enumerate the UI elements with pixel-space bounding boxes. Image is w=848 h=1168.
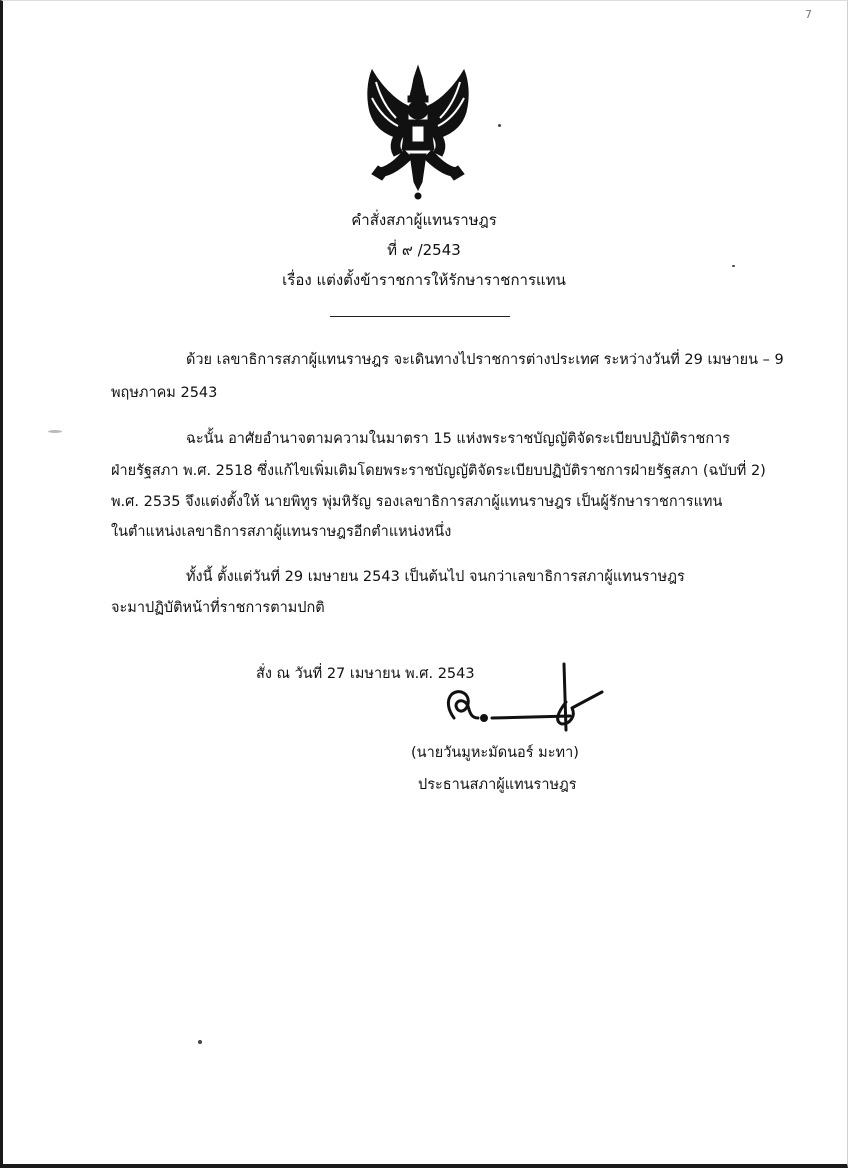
signer-title: ประธานสภาผู้แทนราษฎร	[418, 777, 577, 793]
para2-line3: พ.ศ. 2535 จึงแต่งตั้งให้ นายพิทูร พุ่มหิรัญ รองเลขาธิการสภาผู้แทนราษฎร เป็นผู้รักษาราชการแทน	[111, 494, 723, 510]
document-title: คำสั่งสภาผู้แทนราษฎร	[351, 211, 497, 229]
para3-line2: จะมาปฏิบัติหน้าที่ราชการตามปกติ	[111, 600, 325, 616]
scan-speck	[498, 124, 501, 127]
para3-line1: ทั้งนี้ ตั้งแต่วันที่ 29 เมษายน 2543 เป็นต้นไป จนกว่าเลขาธิการสภาผู้แทนราษฎร	[186, 569, 685, 585]
document-subject: เรื่อง แต่งตั้งข้าราชการให้รักษาราชการแทน	[282, 271, 566, 289]
para1-line1: ด้วย เลขาธิการสภาผู้แทนราษฎร จะเดินทางไปราชการต่างประเทศ ระหว่างวันที่ 29 เมษายน – 9	[186, 352, 784, 368]
handwritten-signature	[430, 660, 610, 736]
page-marker: 7	[805, 8, 812, 21]
scan-speck	[732, 265, 735, 267]
signer-name: (นายวันมูหะมัดนอร์ มะทา)	[411, 745, 579, 761]
header-divider	[330, 316, 510, 317]
document-number: ที่ ๙ /2543	[387, 241, 461, 259]
para2-line4: ในตำแหน่งเลขาธิการสภาผู้แทนราษฎรอีกตำแหน่งหนึ่ง	[111, 524, 452, 540]
para2-line1: ฉะนั้น อาศัยอำนาจตามความในมาตรา 15 แห่งพระราชบัญญัติจัดระเบียบปฏิบัติราชการ	[186, 431, 731, 447]
para2-line2: ฝ่ายรัฐสภา พ.ศ. 2518 ซึ่งแก้ไขเพิ่มเติมโดยพระราชบัญญัติจัดระเบียบปฏิบัติราชการฝ่ายรัฐสภา (ฉบับที่ 2)	[111, 463, 766, 479]
garuda-emblem-icon	[358, 62, 478, 202]
scan-speck	[198, 1040, 202, 1044]
order-date-line: สั่ง ณ วันที่ 27 เมษายน พ.ศ. 2543	[256, 666, 475, 682]
scan-speck	[48, 430, 62, 433]
para1-line2: พฤษภาคม 2543	[111, 385, 218, 401]
